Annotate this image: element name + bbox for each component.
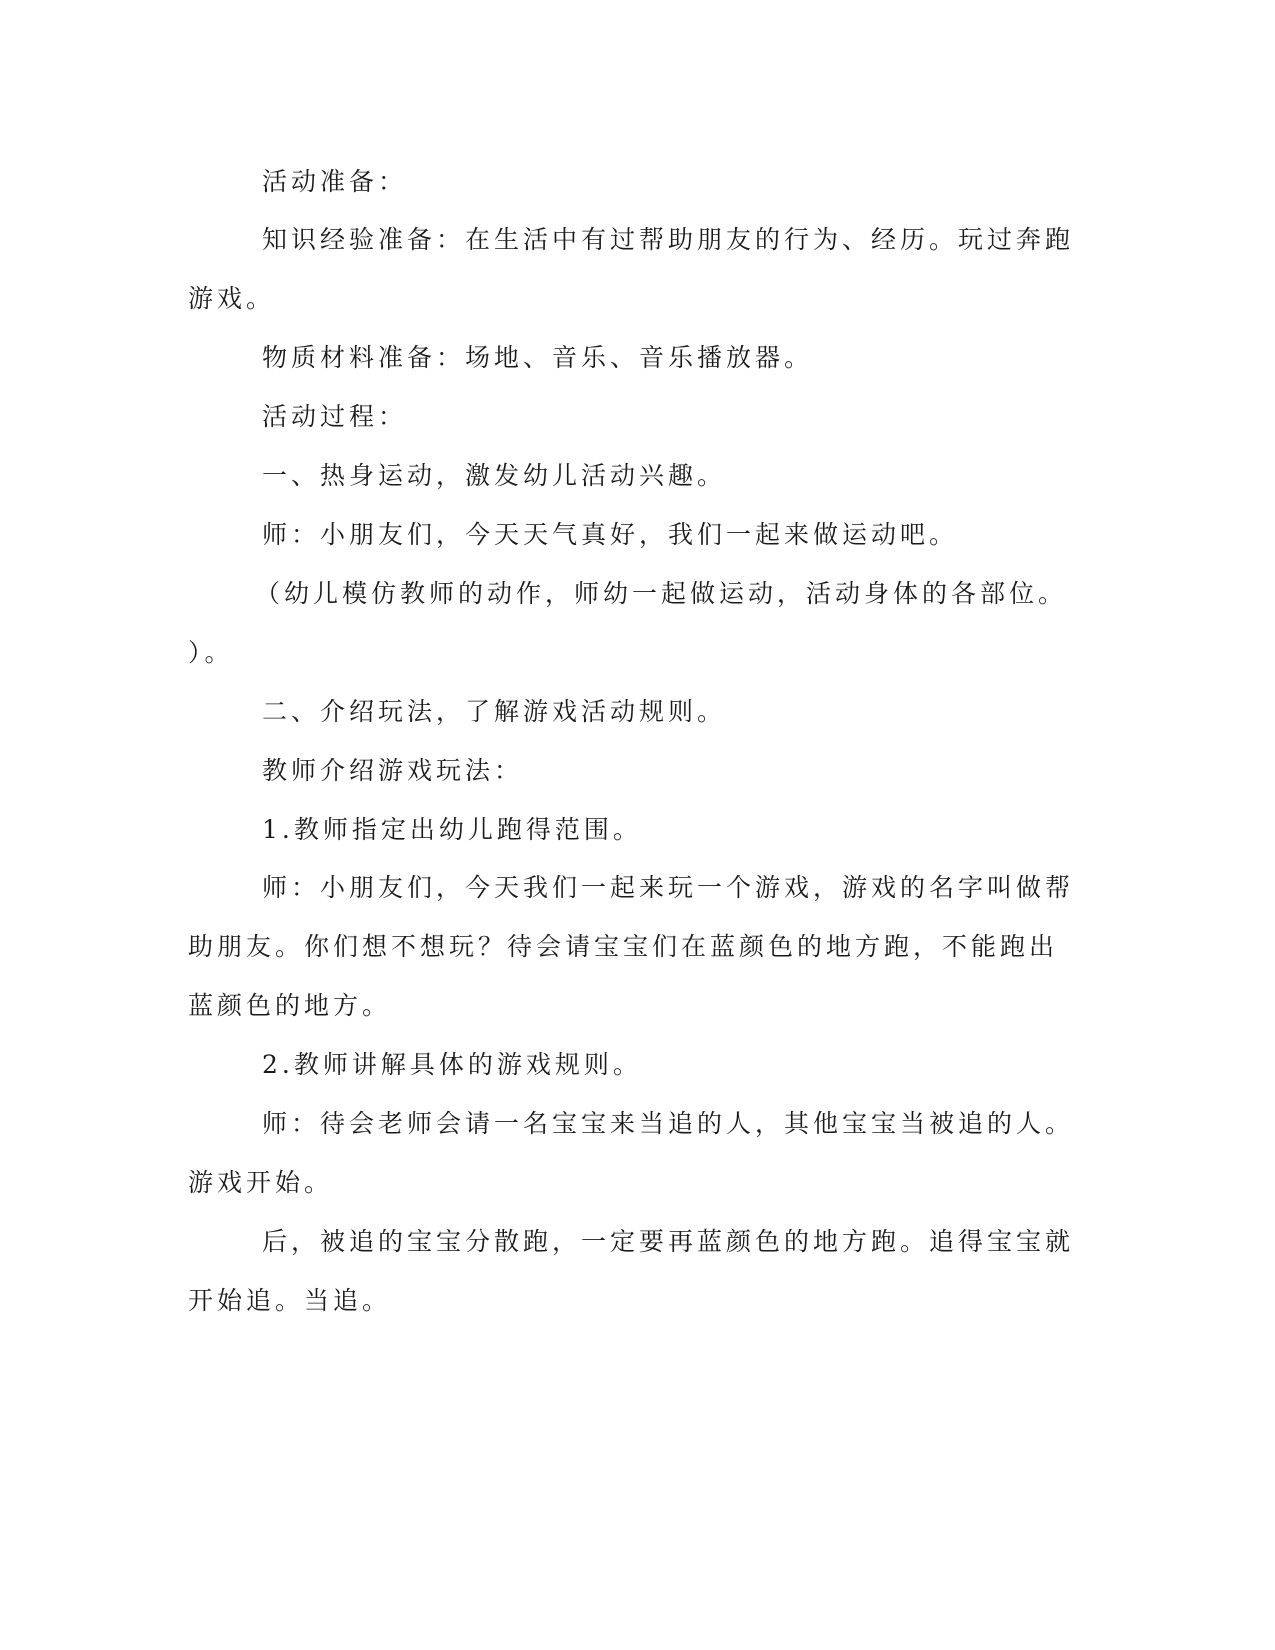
paragraph-line: 游戏。 <box>188 284 276 313</box>
paragraph-line: ）。 <box>188 638 234 667</box>
paragraph-line: 游戏开始。 <box>188 1168 334 1197</box>
paragraph-line: 助朋友。你们想不想玩？待会请宝宝们在蓝颜色的地方跑，不能跑出 <box>188 932 1059 961</box>
paragraph-line: 师：待会老师会请一名宝宝来当追的人，其他宝宝当被追的人。 <box>262 1109 1075 1138</box>
paragraph-line: 师：小朋友们，今天天气真好，我们一起来做运动吧。 <box>262 520 959 549</box>
paragraph-line: 物质材料准备：场地、音乐、音乐播放器。 <box>262 343 814 372</box>
paragraph-line: 开始追。当追。 <box>188 1286 392 1315</box>
step-heading-one: 一、热身运动，激发幼儿活动兴趣。 <box>262 461 727 490</box>
numbered-item-2: 2.教师讲解具体的游戏规则。 <box>262 1050 642 1079</box>
paragraph-line: 后，被追的宝宝分散跑，一定要再蓝颜色的地方跑。追得宝宝就 <box>262 1227 1075 1256</box>
paragraph-line: 师：小朋友们，今天我们一起来玩一个游戏，游戏的名字叫做帮 <box>262 873 1075 902</box>
section-heading-preparation: 活动准备： <box>262 167 408 196</box>
section-heading-process: 活动过程： <box>262 402 408 431</box>
step-heading-two: 二、介绍玩法，了解游戏活动规则。 <box>262 697 727 726</box>
numbered-item-1: 1.教师指定出幼儿跑得范围。 <box>262 815 642 844</box>
paragraph-line: （幼儿模仿教师的动作，师幼一起做运动，活动身体的各部位。 <box>255 579 1068 608</box>
paragraph-line: 教师介绍游戏玩法： <box>262 756 524 785</box>
paragraph-line: 知识经验准备：在生活中有过帮助朋友的行为、经历。玩过奔跑 <box>262 225 1075 254</box>
paragraph-line: 蓝颜色的地方。 <box>188 991 392 1020</box>
